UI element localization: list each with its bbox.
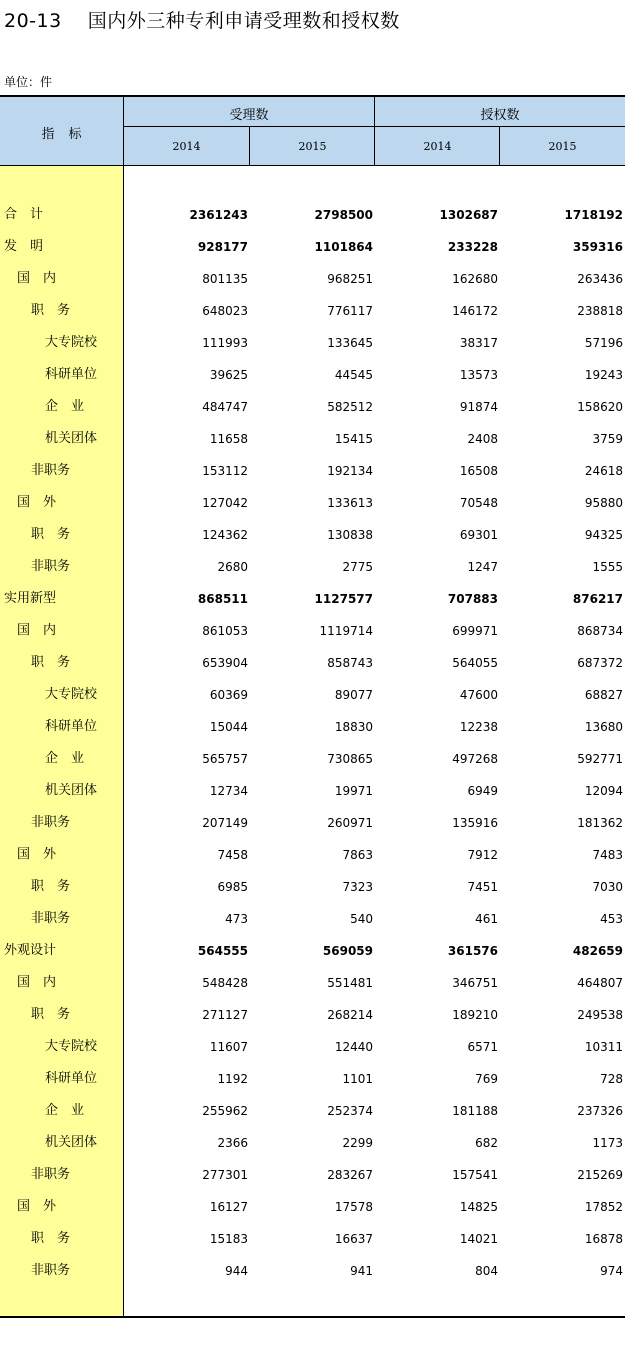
row-value: 130838 bbox=[327, 528, 373, 542]
row-value: 192134 bbox=[327, 464, 373, 478]
row-label: 职 务 bbox=[31, 1007, 71, 1022]
row-value: 453 bbox=[600, 912, 623, 926]
row-label: 非职务 bbox=[31, 815, 71, 830]
row-value: 70548 bbox=[459, 496, 498, 510]
row-value: 1192 bbox=[217, 1072, 248, 1086]
row-value: 38317 bbox=[459, 336, 498, 350]
row-value: 7458 bbox=[217, 848, 248, 862]
row-value: 801135 bbox=[202, 272, 248, 286]
row-value: 94325 bbox=[584, 528, 623, 542]
row-value: 13573 bbox=[459, 368, 498, 382]
row-value: 1247 bbox=[467, 560, 498, 574]
row-value: 263436 bbox=[577, 272, 623, 286]
row-value: 252374 bbox=[327, 1104, 373, 1118]
header-year: 2015 bbox=[298, 140, 327, 153]
row-value: 548428 bbox=[202, 976, 248, 990]
row-value: 7483 bbox=[592, 848, 623, 862]
row-label: 企 业 bbox=[45, 399, 85, 414]
row-value: 7863 bbox=[342, 848, 373, 862]
table-row bbox=[0, 231, 625, 263]
unit-label: 单位：件 bbox=[4, 75, 53, 89]
row-value: 2798500 bbox=[314, 208, 373, 222]
row-value: 12094 bbox=[584, 784, 623, 798]
row-value: 13680 bbox=[584, 720, 623, 734]
header-bottom-rule bbox=[0, 165, 625, 166]
row-label: 职 务 bbox=[31, 879, 71, 894]
row-value: 181362 bbox=[577, 816, 623, 830]
table-row bbox=[0, 1095, 625, 1127]
table-row bbox=[0, 391, 625, 423]
row-value: 17578 bbox=[334, 1200, 373, 1214]
row-value: 1302687 bbox=[439, 208, 498, 222]
row-value: 2775 bbox=[342, 560, 373, 574]
row-value: 6571 bbox=[467, 1040, 498, 1054]
table-row bbox=[0, 359, 625, 391]
table-row bbox=[0, 1031, 625, 1063]
table-row bbox=[0, 1255, 625, 1287]
row-label: 职 务 bbox=[31, 527, 71, 542]
row-label: 实用新型 bbox=[4, 591, 57, 606]
header-group-accepted: 受理数 bbox=[229, 108, 269, 123]
row-value: 11607 bbox=[209, 1040, 248, 1054]
table-row bbox=[0, 1063, 625, 1095]
row-value: 592771 bbox=[577, 752, 623, 766]
row-value: 1101 bbox=[342, 1072, 373, 1086]
row-value: 162680 bbox=[452, 272, 498, 286]
row-value: 189210 bbox=[452, 1008, 498, 1022]
row-value: 16637 bbox=[334, 1232, 373, 1246]
row-value: 2361243 bbox=[189, 208, 248, 222]
row-value: 1173 bbox=[592, 1136, 623, 1150]
row-value: 2366 bbox=[217, 1136, 248, 1150]
row-value: 16508 bbox=[459, 464, 498, 478]
page-title bbox=[4, 6, 400, 33]
row-value: 57196 bbox=[584, 336, 623, 350]
row-label: 科研单位 bbox=[45, 719, 98, 734]
row-value: 11658 bbox=[209, 432, 248, 446]
row-value: 68827 bbox=[584, 688, 623, 702]
row-value: 133645 bbox=[327, 336, 373, 350]
row-value: 133613 bbox=[327, 496, 373, 510]
row-value: 19971 bbox=[334, 784, 373, 798]
row-label: 非职务 bbox=[31, 463, 71, 478]
row-value: 582512 bbox=[327, 400, 373, 414]
row-label: 大专院校 bbox=[45, 1039, 98, 1054]
table-row bbox=[0, 711, 625, 743]
table-row bbox=[0, 743, 625, 775]
row-value: 127042 bbox=[202, 496, 248, 510]
table-row bbox=[0, 199, 625, 231]
row-value: 158620 bbox=[577, 400, 623, 414]
row-value: 277301 bbox=[202, 1168, 248, 1182]
row-value: 6985 bbox=[217, 880, 248, 894]
row-value: 14825 bbox=[459, 1200, 498, 1214]
row-value: 12238 bbox=[459, 720, 498, 734]
row-label: 国 外 bbox=[17, 495, 57, 510]
row-value: 699971 bbox=[452, 624, 498, 638]
table-row bbox=[0, 679, 625, 711]
row-value: 146172 bbox=[452, 304, 498, 318]
table-row bbox=[0, 327, 625, 359]
row-label: 职 务 bbox=[31, 655, 71, 670]
row-label: 大专院校 bbox=[45, 335, 98, 350]
row-label: 外观设计 bbox=[4, 943, 57, 958]
table-row bbox=[0, 871, 625, 903]
table-top-rule bbox=[0, 95, 625, 97]
table-row bbox=[0, 999, 625, 1031]
row-label: 企 业 bbox=[45, 1103, 85, 1118]
table-row bbox=[0, 583, 625, 615]
row-value: 361576 bbox=[447, 944, 498, 958]
table-row bbox=[0, 295, 625, 327]
row-value: 15415 bbox=[334, 432, 373, 446]
table-row bbox=[0, 551, 625, 583]
header-group-granted: 授权数 bbox=[480, 108, 520, 123]
row-value: 7912 bbox=[467, 848, 498, 862]
row-value: 19243 bbox=[584, 368, 623, 382]
row-value: 2680 bbox=[217, 560, 248, 574]
row-value: 569059 bbox=[322, 944, 373, 958]
row-value: 47600 bbox=[459, 688, 498, 702]
row-value: 1119714 bbox=[319, 624, 373, 638]
row-value: 461 bbox=[475, 912, 498, 926]
row-value: 233228 bbox=[447, 240, 498, 254]
row-value: 44545 bbox=[334, 368, 373, 382]
row-value: 346751 bbox=[452, 976, 498, 990]
row-value: 1101864 bbox=[314, 240, 373, 254]
row-label: 非职务 bbox=[31, 1167, 71, 1182]
row-value: 728 bbox=[600, 1072, 623, 1086]
row-label: 大专院校 bbox=[45, 687, 98, 702]
table-row bbox=[0, 615, 625, 647]
row-label: 机关团体 bbox=[45, 1135, 98, 1150]
row-value: 16878 bbox=[584, 1232, 623, 1246]
row-label: 科研单位 bbox=[45, 367, 98, 382]
table-bottom-rule bbox=[0, 1316, 625, 1318]
row-value: 15044 bbox=[209, 720, 248, 734]
row-value: 60369 bbox=[209, 688, 248, 702]
row-label: 非职务 bbox=[31, 1263, 71, 1278]
row-value: 484747 bbox=[202, 400, 248, 414]
table-row bbox=[0, 1127, 625, 1159]
row-label: 职 务 bbox=[31, 1231, 71, 1246]
row-value: 17852 bbox=[584, 1200, 623, 1214]
row-value: 2299 bbox=[342, 1136, 373, 1150]
row-value: 682 bbox=[475, 1136, 498, 1150]
row-value: 153112 bbox=[202, 464, 248, 478]
table-number: 20-13 bbox=[4, 10, 62, 32]
row-value: 135916 bbox=[452, 816, 498, 830]
row-value: 648023 bbox=[202, 304, 248, 318]
row-label: 科研单位 bbox=[45, 1071, 98, 1086]
row-value: 14021 bbox=[459, 1232, 498, 1246]
row-value: 268214 bbox=[327, 1008, 373, 1022]
table-row bbox=[0, 903, 625, 935]
table-row bbox=[0, 935, 625, 967]
row-value: 861053 bbox=[202, 624, 248, 638]
row-value: 3759 bbox=[592, 432, 623, 446]
table-row bbox=[0, 807, 625, 839]
row-value: 564055 bbox=[452, 656, 498, 670]
row-value: 804 bbox=[475, 1264, 498, 1278]
row-label: 国 内 bbox=[17, 975, 57, 990]
row-value: 928177 bbox=[197, 240, 248, 254]
row-value: 497268 bbox=[452, 752, 498, 766]
row-value: 215269 bbox=[577, 1168, 623, 1182]
row-label: 国 内 bbox=[17, 623, 57, 638]
row-value: 91874 bbox=[459, 400, 498, 414]
row-value: 69301 bbox=[459, 528, 498, 542]
header-year: 2014 bbox=[423, 140, 452, 153]
row-value: 1718192 bbox=[564, 208, 623, 222]
row-value: 473 bbox=[225, 912, 248, 926]
row-value: 124362 bbox=[202, 528, 248, 542]
header-year: 2015 bbox=[548, 140, 577, 153]
table-row bbox=[0, 967, 625, 999]
row-value: 7323 bbox=[342, 880, 373, 894]
table-row bbox=[0, 455, 625, 487]
row-label: 国 外 bbox=[17, 847, 57, 862]
row-value: 876217 bbox=[572, 592, 623, 606]
row-value: 359316 bbox=[572, 240, 623, 254]
table-row bbox=[0, 519, 625, 551]
table-row bbox=[0, 839, 625, 871]
row-value: 540 bbox=[350, 912, 373, 926]
row-value: 12440 bbox=[334, 1040, 373, 1054]
row-value: 18830 bbox=[334, 720, 373, 734]
row-label: 发 明 bbox=[4, 239, 44, 254]
row-value: 238818 bbox=[577, 304, 623, 318]
row-value: 1555 bbox=[592, 560, 623, 574]
row-label: 机关团体 bbox=[45, 783, 98, 798]
row-value: 10311 bbox=[584, 1040, 623, 1054]
row-value: 868511 bbox=[197, 592, 248, 606]
row-value: 974 bbox=[600, 1264, 623, 1278]
row-value: 7451 bbox=[467, 880, 498, 894]
row-value: 6949 bbox=[467, 784, 498, 798]
row-value: 111993 bbox=[202, 336, 248, 350]
table-row bbox=[0, 487, 625, 519]
table-title: 国内外三种专利申请受理数和授权数 bbox=[87, 10, 400, 32]
row-value: 687372 bbox=[577, 656, 623, 670]
row-value: 2408 bbox=[467, 432, 498, 446]
table-row bbox=[0, 775, 625, 807]
row-label: 合 计 bbox=[4, 207, 44, 222]
row-label: 机关团体 bbox=[45, 431, 98, 446]
row-value: 968251 bbox=[327, 272, 373, 286]
row-value: 944 bbox=[225, 1264, 248, 1278]
row-value: 255962 bbox=[202, 1104, 248, 1118]
row-value: 95880 bbox=[584, 496, 623, 510]
header-indicator: 指标 bbox=[41, 127, 96, 142]
table-row bbox=[0, 1191, 625, 1223]
row-value: 157541 bbox=[452, 1168, 498, 1182]
row-value: 551481 bbox=[327, 976, 373, 990]
row-value: 249538 bbox=[577, 1008, 623, 1022]
row-value: 260971 bbox=[327, 816, 373, 830]
row-value: 565757 bbox=[202, 752, 248, 766]
row-value: 769 bbox=[475, 1072, 498, 1086]
row-value: 16127 bbox=[209, 1200, 248, 1214]
row-value: 1127577 bbox=[314, 592, 373, 606]
row-value: 15183 bbox=[209, 1232, 248, 1246]
table-row bbox=[0, 263, 625, 295]
row-value: 207149 bbox=[202, 816, 248, 830]
row-label: 职 务 bbox=[31, 303, 71, 318]
row-value: 858743 bbox=[327, 656, 373, 670]
row-value: 776117 bbox=[327, 304, 373, 318]
row-value: 653904 bbox=[202, 656, 248, 670]
row-value: 464807 bbox=[577, 976, 623, 990]
row-value: 181188 bbox=[452, 1104, 498, 1118]
header-year: 2014 bbox=[172, 140, 201, 153]
row-value: 24618 bbox=[584, 464, 623, 478]
row-value: 868734 bbox=[577, 624, 623, 638]
row-value: 707883 bbox=[447, 592, 498, 606]
row-label: 国 内 bbox=[17, 271, 57, 286]
row-value: 941 bbox=[350, 1264, 373, 1278]
row-value: 12734 bbox=[209, 784, 248, 798]
row-label: 非职务 bbox=[31, 911, 71, 926]
row-label: 非职务 bbox=[31, 559, 71, 574]
row-value: 271127 bbox=[202, 1008, 248, 1022]
row-value: 564555 bbox=[197, 944, 248, 958]
row-label: 国 外 bbox=[17, 1199, 57, 1214]
table-row bbox=[0, 423, 625, 455]
row-value: 89077 bbox=[334, 688, 373, 702]
row-value: 237326 bbox=[577, 1104, 623, 1118]
table-row bbox=[0, 1159, 625, 1191]
row-value: 39625 bbox=[209, 368, 248, 382]
row-value: 482659 bbox=[572, 944, 623, 958]
row-label: 企 业 bbox=[45, 751, 85, 766]
row-value: 7030 bbox=[592, 880, 623, 894]
table-row bbox=[0, 1223, 625, 1255]
table-row bbox=[0, 647, 625, 679]
row-value: 283267 bbox=[327, 1168, 373, 1182]
row-value: 730865 bbox=[327, 752, 373, 766]
